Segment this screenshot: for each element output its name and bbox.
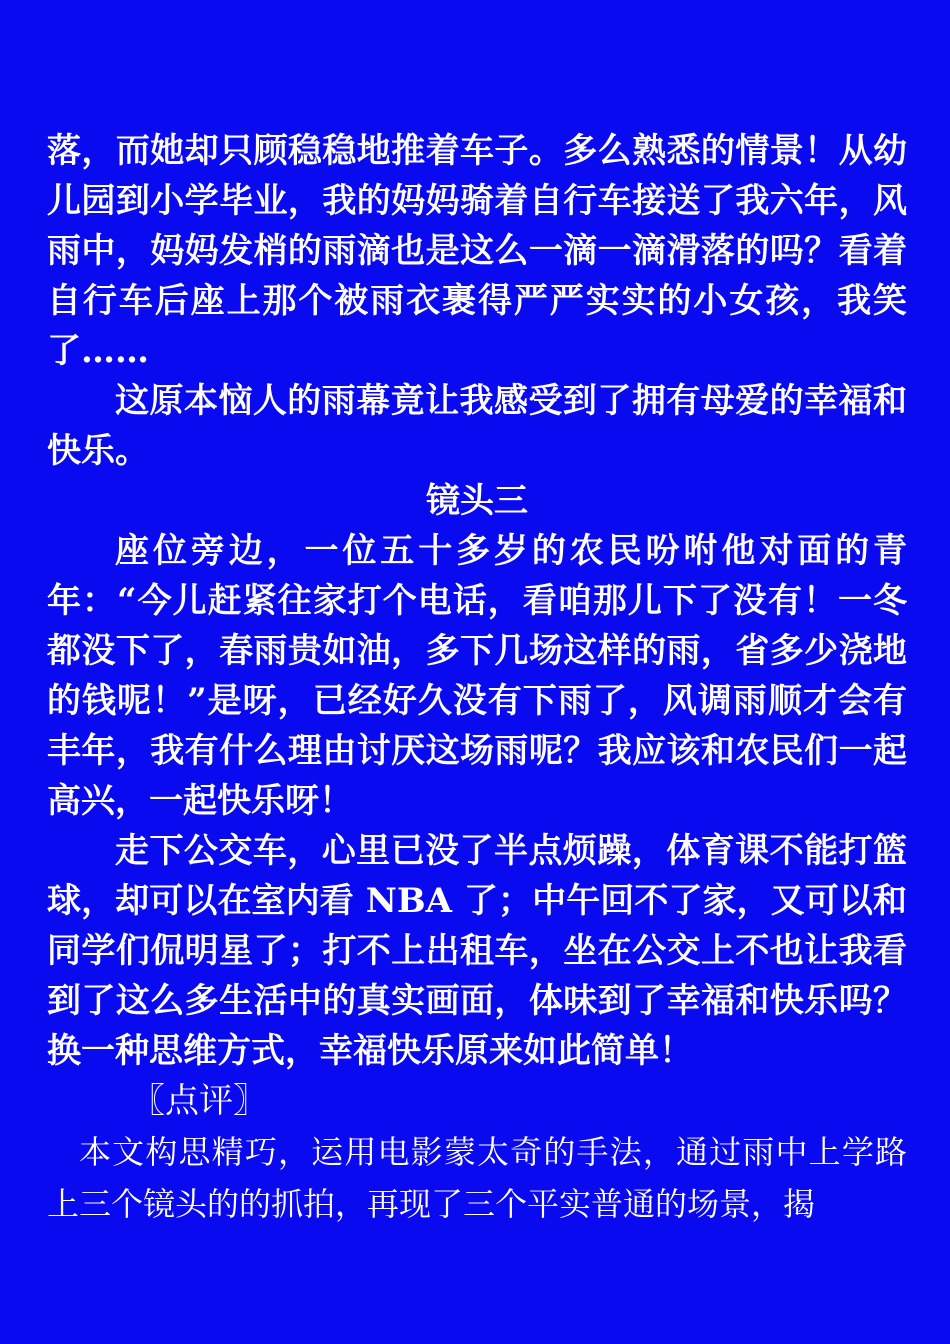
review-paragraph: 本文构思精巧，运用电影蒙太奇的手法，通过雨中上学路上三个镜头的的抓拍，再现了三个平实普通的场景，揭 — [47, 1133, 907, 1223]
document-page — [47, 126, 907, 1230]
paragraph-4: 走下公交车，心里已没了半点烦躁，体育课不能打篮球，却可以在室内看 NBA 了；中午回不了家，又可以和同学们侃明星了；打不上出租车，坐在公交上不也让我看到了这么多生活中的真实画面，体味到了幸福和快乐吗？换一种思维方式，幸福快乐原来如此简单！ — [47, 831, 907, 1071]
paragraph-3: 座位旁边，一位五十多岁的农民吩咐他对面的青年：“今儿赶紧往家打个电话，看咱那儿下了没有！一冬都没下了，春雨贵如油，多下几场这样的雨，省多少浇地的钱呢！”是呀，已经好久没有下雨了，风调雨顺才会有丰年，我有什么理由讨厌这场雨呢？我应该和农民们一起高兴，一起快乐呀！ — [47, 531, 907, 821]
review-label: 〖点评〗 — [131, 1081, 267, 1121]
paragraph-2: 这原本恼人的雨幕竟让我感受到了拥有母爱的幸福和快乐。 — [47, 381, 907, 471]
section-heading: 镜头三 — [426, 481, 528, 521]
paragraph-1: 落，而她却只顾稳稳地推着车子。多么熟悉的情景！从幼儿园到小学毕业，我的妈妈骑着自行车接送了我六年，风雨中，妈妈发梢的雨滴也是这么一滴一滴滑落的吗？看着自行车后座上那个被雨衣裹得严严实实的小女孩，我笑了…… — [47, 131, 907, 371]
